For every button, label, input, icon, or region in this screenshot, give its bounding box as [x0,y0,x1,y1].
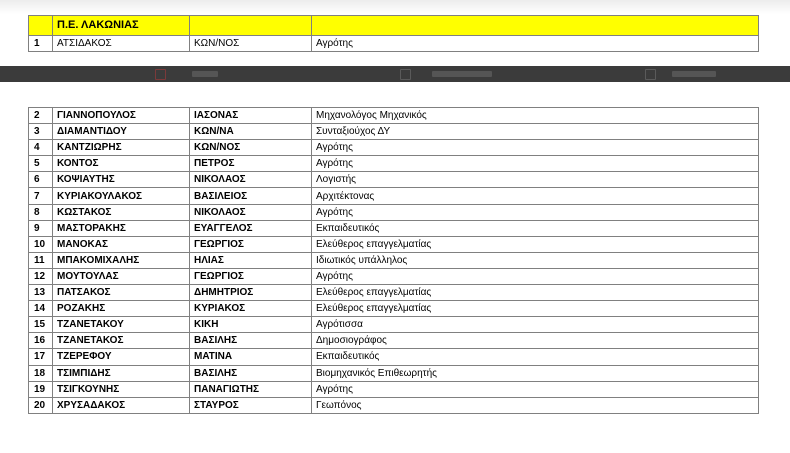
table-row [29,124,759,140]
row-surname: ΚΥΡΙΑΚΟΥΛΑΚΟΣ [53,188,190,204]
row-number: 12 [29,268,53,284]
row-name: ΚΩΝ/ΝΟΣ [190,140,312,156]
row-surname: ΚΑΝΤΖΙΩΡΗΣ [53,140,190,156]
row-number: 2 [29,108,53,124]
row-profession: Αγρότης [312,140,759,156]
row-profession: Εκπαιδευτικός [312,220,759,236]
row-name: ΚΙΚΗ [190,317,312,333]
row-number: 18 [29,365,53,381]
row-profession: Γεωπόνος [312,397,759,413]
table-row [29,381,759,397]
row-number: 13 [29,285,53,301]
table-row [29,172,759,188]
row-number: 19 [29,381,53,397]
table-row [29,333,759,349]
row-surname: ΑΤΣΙΔΑΚΟΣ [53,36,190,52]
table-row [29,36,759,52]
header-cell-empty [312,16,759,36]
row-number: 6 [29,172,53,188]
row-name: ΙΑΣΟΝΑΣ [190,108,312,124]
row-surname: ΜΑΣΤΟΡΑΚΗΣ [53,220,190,236]
row-profession: Μηχανολόγος Μηχανικός [312,108,759,124]
row-name: ΕΥΑΓΓΕΛΟΣ [190,220,312,236]
row-number: 4 [29,140,53,156]
row-number: 20 [29,397,53,413]
row-surname: ΤΖΑΝΕΤΑΚΟΣ [53,333,190,349]
row-number: 1 [29,36,53,52]
row-profession: Ελεύθερος επαγγελματίας [312,301,759,317]
row-profession: Ελεύθερος επαγγελματίας [312,285,759,301]
table-row [29,204,759,220]
row-number: 17 [29,349,53,365]
region-header-table [28,15,759,52]
row-number: 14 [29,301,53,317]
row-name: ΠΑΝΑΓΙΩΤΗΣ [190,381,312,397]
row-profession: Αγρότης [312,36,759,52]
table-row [29,252,759,268]
row-name: ΗΛΙΑΣ [190,252,312,268]
row-surname: ΠΑΤΣΑΚΟΣ [53,285,190,301]
row-profession: Αγρότισσα [312,317,759,333]
row-surname: ΧΡΥΣΑΔΑΚΟΣ [53,397,190,413]
row-surname: ΜΑΝΟΚΑΣ [53,236,190,252]
row-surname: ΡΟΖΑΚΗΣ [53,301,190,317]
region-title: Π.Ε. ΛΑΚΩΝΙΑΣ [53,16,190,36]
row-profession: Βιομηχανικός Επιθεωρητής [312,365,759,381]
table-row [29,397,759,413]
row-name: ΔΗΜΗΤΡΙΟΣ [190,285,312,301]
table-row [29,268,759,284]
page-icon [645,69,656,80]
row-number: 7 [29,188,53,204]
region-header-row [29,16,759,36]
table-row [29,317,759,333]
table-row [29,140,759,156]
row-name: ΝΙΚΟΛΑΟΣ [190,172,312,188]
top-shadow [0,0,790,14]
row-name: ΒΑΣΙΛΗΣ [190,365,312,381]
row-profession: Αγρότης [312,156,759,172]
row-name: ΚΩΝ/ΝΟΣ [190,36,312,52]
row-profession: Αρχιτέκτονας [312,188,759,204]
row-surname: ΚΟΨΙΑΥΤΗΣ [53,172,190,188]
row-profession: Συνταξιούχος ΔΥ [312,124,759,140]
row-name: ΒΑΣΙΛΗΣ [190,333,312,349]
row-surname: ΔΙΑΜΑΝΤΙΔΟΥ [53,124,190,140]
row-profession: Ελεύθερος επαγγελματίας [312,236,759,252]
toolbar-ghost [192,71,218,77]
row-name: ΠΕΤΡΟΣ [190,156,312,172]
table-row [29,236,759,252]
members-table [28,107,759,414]
pen-icon [400,69,411,80]
row-number: 10 [29,236,53,252]
header-cell-empty [190,16,312,36]
row-name: ΣΤΑΥΡΟΣ [190,397,312,413]
row-surname: ΤΣΙΜΠΙΔΗΣ [53,365,190,381]
row-surname: ΚΩΣΤΑΚΟΣ [53,204,190,220]
table-row [29,365,759,381]
row-name: ΜΑΤΙΝΑ [190,349,312,365]
row-number: 9 [29,220,53,236]
row-number: 15 [29,317,53,333]
table-row [29,220,759,236]
row-number: 3 [29,124,53,140]
table-row [29,188,759,204]
row-surname: ΓΙΑΝΝΟΠΟΥΛΟΣ [53,108,190,124]
viewer-toolbar [0,66,790,82]
toolbar-ghost [672,71,716,77]
table-row [29,301,759,317]
row-profession: Εκπαιδευτικός [312,349,759,365]
row-profession: Ιδιωτικός υπάλληλος [312,252,759,268]
row-surname: ΤΣΙΓΚΟΥΝΗΣ [53,381,190,397]
row-number: 8 [29,204,53,220]
row-number: 5 [29,156,53,172]
row-name: ΚΥΡΙΑΚΟΣ [190,301,312,317]
row-name: ΝΙΚΟΛΑΟΣ [190,204,312,220]
row-profession: Αγρότης [312,268,759,284]
row-profession: Δημοσιογράφος [312,333,759,349]
row-surname: ΚΟΝΤΟΣ [53,156,190,172]
header-cell-empty [29,16,53,36]
table-row [29,156,759,172]
row-number: 11 [29,252,53,268]
row-surname: ΤΖΑΝΕΤΑΚΟΥ [53,317,190,333]
row-profession: Αγρότης [312,381,759,397]
row-profession: Αγρότης [312,204,759,220]
row-name: ΚΩΝ/ΝΑ [190,124,312,140]
document-icon [155,69,166,80]
row-surname: ΜΠΑΚΟΜΙΧΑΛΗΣ [53,252,190,268]
toolbar-ghost [432,71,492,77]
row-name: ΓΕΩΡΓΙΟΣ [190,236,312,252]
row-surname: ΤΖΕΡΕΦΟΥ [53,349,190,365]
row-name: ΓΕΩΡΓΙΟΣ [190,268,312,284]
row-surname: ΜΟΥΤΟΥΛΑΣ [53,268,190,284]
table-row [29,285,759,301]
row-profession: Λογιστής [312,172,759,188]
table-row [29,108,759,124]
table-row [29,349,759,365]
row-number: 16 [29,333,53,349]
row-name: ΒΑΣΙΛΕΙΟΣ [190,188,312,204]
